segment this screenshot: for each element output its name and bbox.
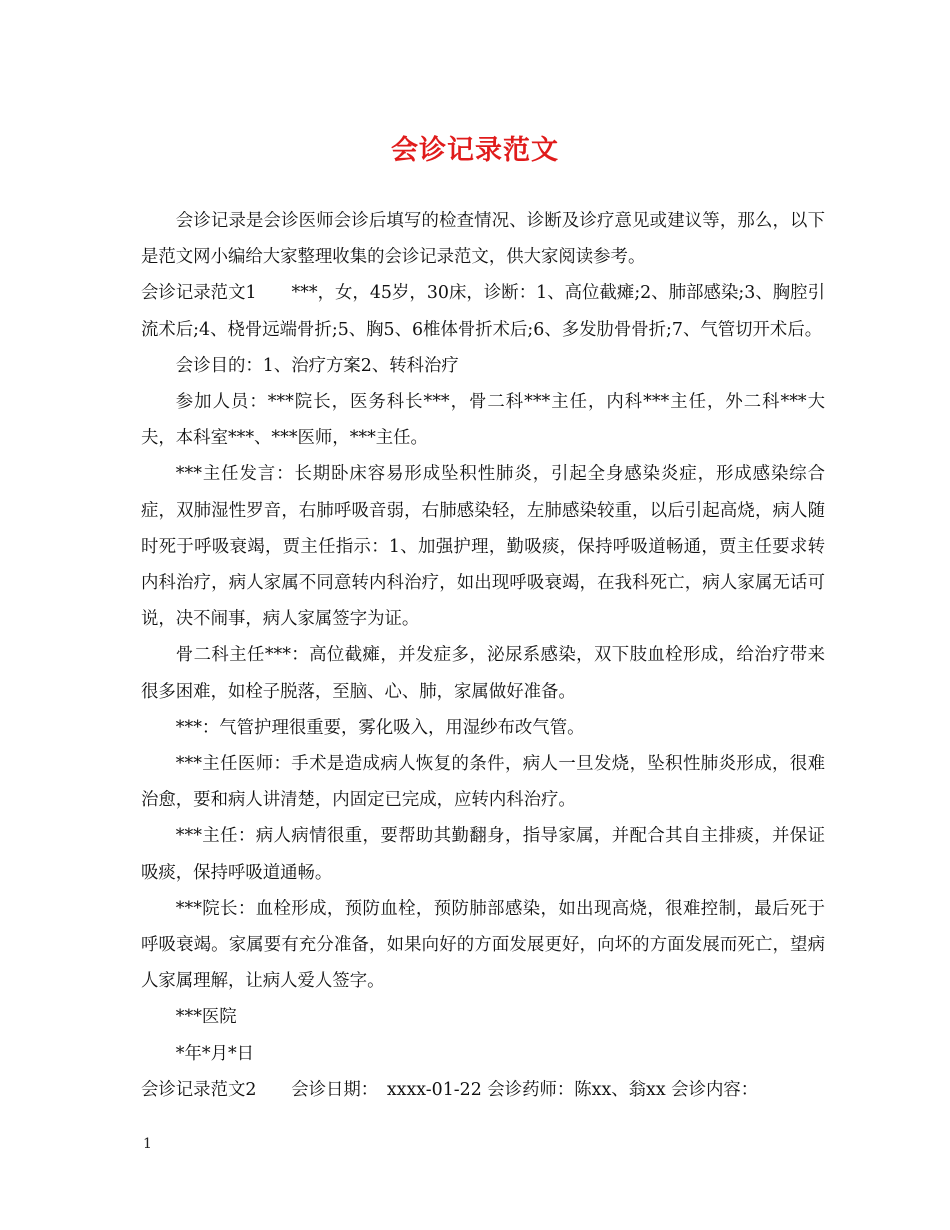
document-title: 会诊记录范文 xyxy=(391,135,559,166)
paragraph-president-statement: ***院长：血栓形成，预防血栓，预防肺部感染，如出现高烧，很难控制，最后死于呼吸衰竭。家属要有充分准备，如果向好的方面发展更好，向坏的方面发展而死亡，望病人家属理解，让病人爱人签字。 xyxy=(141,898,825,992)
paragraph-hospital-signature: ***医院 xyxy=(175,1007,237,1028)
paragraph-director-statement: ***主任发言：长期卧床容易形成坠积性肺炎，引起全身感染炎症，形成感染综合症，双肺湿性罗音，右肺呼吸音弱，右肺感染轻，左肺感染较重，以后引起高烧，病人随时死于呼吸衰竭，贾主任指示：1、加强护理，勤吸痰，保持呼吸道畅通，贾主任要求转内科治疗，病人家属不同意转内科治疗，如出现呼吸衰竭，在我科死亡，病人家属无话可说，决不闹事，病人家属签字为证。 xyxy=(141,464,825,630)
paragraph-care-statement: ***主任：病人病情很重，要帮助其勤翻身，指导家属，并配合其自主排痰，并保证吸痰，保持呼吸道通畅。 xyxy=(141,826,825,883)
paragraph-airway-statement: ***：气管护理很重要，雾化吸入，用湿纱布改气管。 xyxy=(175,717,585,738)
paragraph-date: *年*月*日 xyxy=(175,1043,255,1064)
paragraph-physician-statement: ***主任医师：手术是造成病人恢复的条件，病人一旦发烧，坠积性肺炎形成，很难治愈，要和病人讲清楚，内固定已完成，应转内科治疗。 xyxy=(141,754,825,811)
paragraph-consult-purpose: 会诊目的：1、治疗方案2、转科治疗 xyxy=(175,355,459,376)
document-body xyxy=(141,203,825,1108)
paragraph-sample-1-header: 会诊记录范文1 ***，女，45岁，30床，诊断：1、高位截瘫;2、肺部感染;3、胸腔引流术后;4、桡骨远端骨折;5、胸5、6椎体骨折术后;6、多发肋骨骨折;7、气管切开术后。 xyxy=(141,283,825,340)
paragraph-sample-2-header: 会诊记录范文2 会诊日期： xxxx-01-22 会诊药师：陈xx、翁xx 会诊内容： xyxy=(141,1079,759,1100)
paragraph-intro: 会诊记录是会诊医师会诊后填写的检查情况、诊断及诊疗意见或建议等，那么，以下是范文网小编给大家整理收集的会诊记录范文，供大家阅读参考。 xyxy=(141,211,825,268)
paragraph-participants: 参加人员：***院长，医务科长***，骨二科***主任，内科***主任，外二科***大夫，本科室***、***医师，***主任。 xyxy=(141,392,825,449)
paragraph-orthopedics-statement: 骨二科主任***：高位截瘫，并发症多，泌尿系感染，双下肢血栓形成，给治疗带来很多困难，如栓子脱落，至脑、心、肺，家属做好准备。 xyxy=(141,645,825,702)
page-number: 1 xyxy=(143,1136,152,1152)
